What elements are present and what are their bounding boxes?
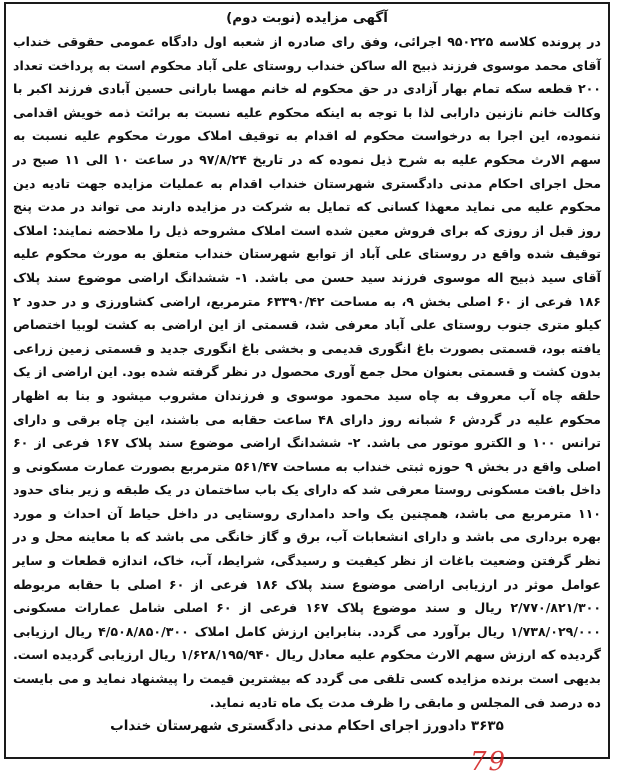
notice-body: در پرونده کلاسه ۹۵۰۲۲۵ اجرائی، وفق رای صادره از شعبه اول دادگاه عمومی حقوقی خنداب آقای محمد موسوی فرزند ذبیح اله ساکن خنداب روستای علی آباد محکوم است به پرداخت تعداد ۲۰۰ قطعه سکه تمام بهار آزادی در حق محکوم له خانم مهسا بارانی حسین آبادی فرزند اکبر با وکالت خانم نازنین دارابی لذا با توجه به اینکه محکوم علیه نسبت به برائت ذمه خویش اقدامی ننموده، این اجرا به درخواست محکوم له اقدام به توقیف املاک مورث محکوم علیه نسبت به سهم الارث محکوم علیه به شرح ذیل نموده که در تاریخ ۹۷/۸/۲۴ در ساعت ۱۰ الی ۱۱ صبح در محل اجرای احکام مدنی دادگستری شهرستان خنداب اقدام به عملیات مزایده جهت تادیه دین محکوم علیه می نماید معهذا کسانی که تمایل به شرکت در مزایده دارند می تواند در مدت پنج روز قبل از روزی که برای فروش معین شده است املاک مشروحه ذیل را ملاحضه نمایند: املاک توقیف شده واقع در روستای علی آباد از توابع شهرستان خنداب متعلق به مورث محکوم علیه آقای سید ذبیح اله موسوی فرزند سید حسن می باشد. ۱- ششدانگ اراضی موضوع سند پلاک ۱۸۶ فرعی از ۶۰ اصلی بخش ۹، به مساحت ۶۳۳۹۰/۴۲ مترمربع، اراضی کشاورزی و در حدود ۲ کیلو متری جنوب روستای علی آباد معرفی شد، قسمتی از این اراضی به کشت لوبیا اختصاص یافته بود، قسمتی بصورت باغ انگوری قدیمی و بخشی باغ انگوری جدید و قسمتی زمین زراعی بدون کشت و قسمتی بعنوان محل جمع آوری محصول در نظر گرفته شده بود. این اراضی از یک حلقه چاه آب معروف به چاه سید محمود موسوی و فرزندان مشروب میشود و بنا به اظهار محکوم علیه در گردش ۶ شبانه روز دارای ۴۸ ساعت حقابه می باشند، این چاه برقی و دارای ترانس ۱۰۰ و الکترو موتور می باشد. ۲- ششدانگ اراضی موضوع سند پلاک ۱۶۷ فرعی از ۶۰ اصلی واقع در بخش ۹ حوزه ثبتی خنداب به مساحت ۵۶۱/۴۷ مترمربع بصورت عمارت مسکونی و داخل بافت مسکونی روستا معرفی شد که دارای یک باب ساختمان در یک طبقه و زیر بنای حدود ۱۱۰ مترمربع می باشد، همچنین یک واحد دامداری روستایی در داخل حیاط آن احداث و مورد بهره برداری می باشد و دارای انشعابات آب، برق و گاز خانگی می باشد که با معاینه محل و در نظر گرفتن وضعیت باغات از نظر کیفیت و رسیدگی، شرایط، آب، خاک، اندازه قطعات و سایر عوامل موثر در ارزیابی اراضی موضوع سند پلاک ۱۸۶ فرعی از ۶۰ اصلی با حقابه مربوطه ۲/۷۷۰/۸۲۱/۳۰۰ ریال و سند موضوع پلاک ۱۶۷ فرعی از ۶۰ اصلی شامل عمارات مسکونی ۱/۷۳۸/۰۲۹/۰۰۰ ریال برآورد می گردد. بنابراین ارزش کامل املاک ۴/۵۰۸/۸۵۰/۳۰۰ ریال ارزیابی گردیده که ارزش سهم الارث محکوم علیه معادل ریال ۱/۶۲۸/۱۹۵/۹۴۰ ریال ارزیابی گردیده است. بدیهی است برنده مزایده کسی تلقی می گردد که بیشترین قیمت را پیشنهاد نماید و می بایست ده درصد فی المجلس و مابقی را ظرف مدت یک ماه تادیه نماید. — [13, 34, 602, 710]
auction-notice — [4, 2, 610, 759]
handwritten-page-mark: 79 — [470, 747, 508, 777]
notice-footer-signature: ۳۶۳۵ دادورز اجرای احکام مدنی دادگستری شهرستان خنداب — [110, 718, 504, 735]
notice-title: آگهی مزایده (نوبت دوم) — [226, 10, 388, 26]
